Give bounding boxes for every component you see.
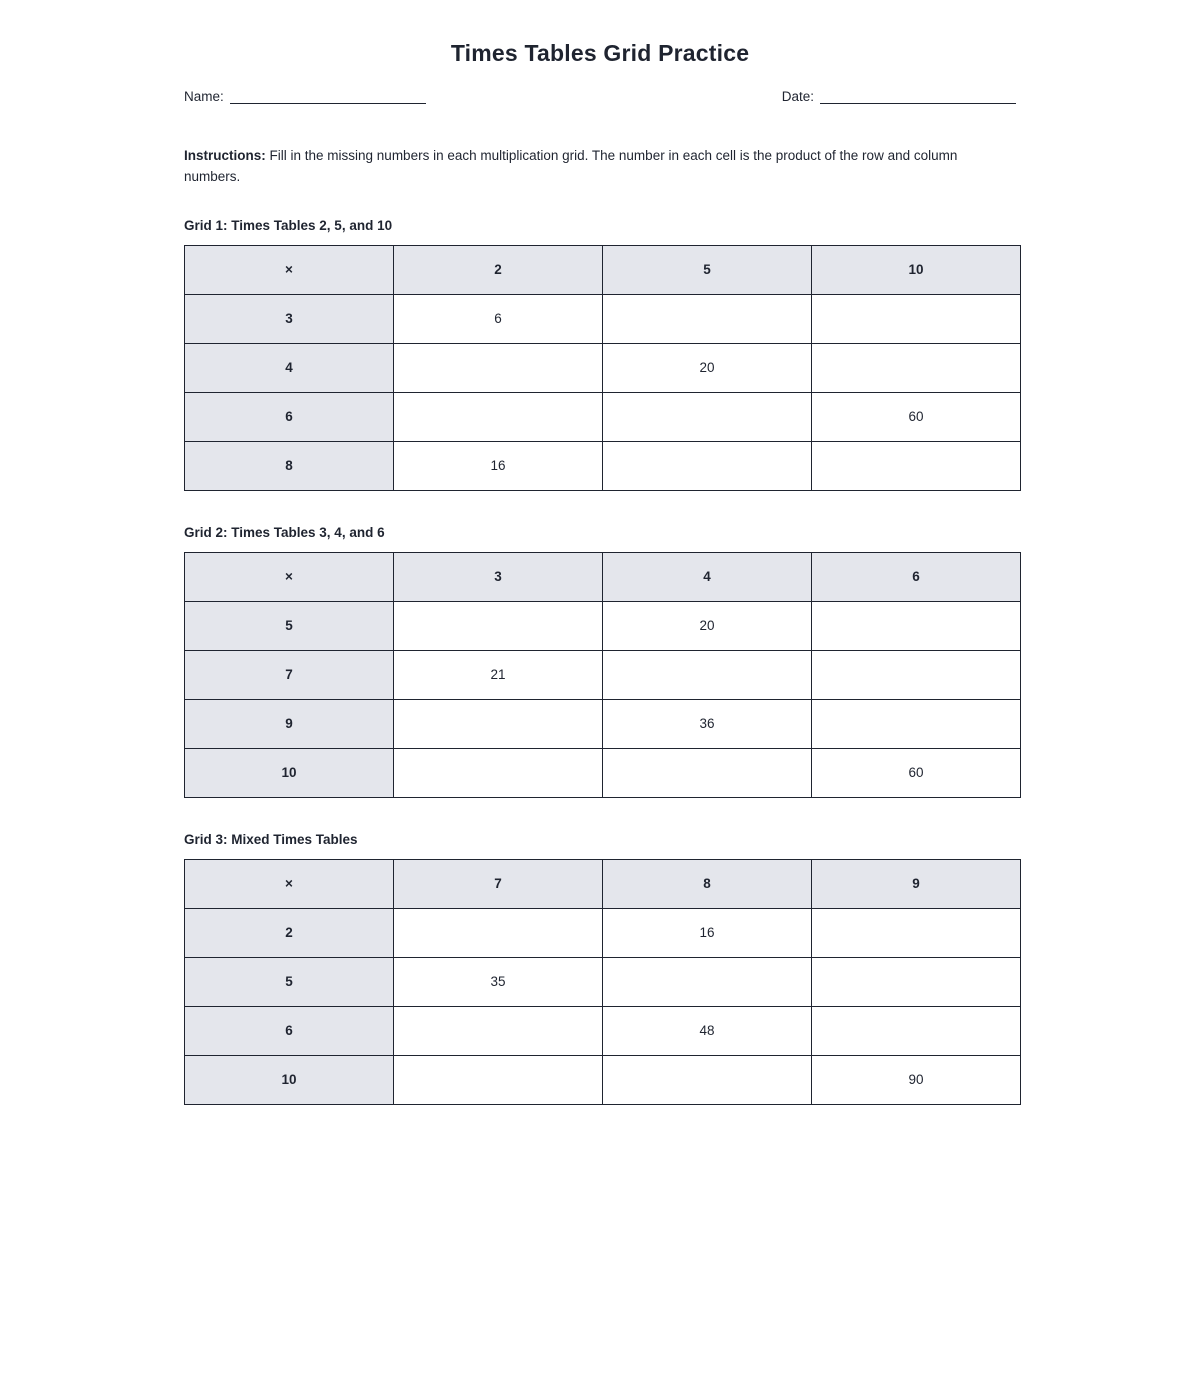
table-header-row [185, 552, 1021, 601]
table-row [185, 601, 1021, 650]
row-header: 5 [185, 601, 394, 650]
answer-cell-filled[interactable]: 6 [394, 294, 603, 343]
answer-cell-empty[interactable] [394, 1055, 603, 1104]
answer-cell-filled[interactable]: 20 [603, 601, 812, 650]
answer-cell-filled[interactable]: 90 [812, 1055, 1021, 1104]
row-header: 8 [185, 441, 394, 490]
column-header: 9 [812, 859, 1021, 908]
instructions-text: Fill in the missing numbers in each multiplication grid. The number in each cell is the product of the row and column numbers. [184, 148, 958, 184]
multiply-symbol-header: × [185, 859, 394, 908]
table-row [185, 699, 1021, 748]
column-header: 2 [394, 245, 603, 294]
grid-heading: Grid 2: Times Tables 3, 4, and 6 [184, 524, 385, 540]
row-header: 5 [185, 957, 394, 1006]
instructions-lead: Instructions: [184, 148, 266, 163]
date-input-line[interactable] [820, 89, 1016, 104]
answer-cell-empty[interactable] [603, 748, 812, 797]
table-row [185, 908, 1021, 957]
answer-cell-empty[interactable] [394, 1006, 603, 1055]
answer-cell-empty[interactable] [603, 650, 812, 699]
answer-cell-filled[interactable]: 60 [812, 748, 1021, 797]
table-row [185, 748, 1021, 797]
answer-cell-empty[interactable] [812, 908, 1021, 957]
answer-cell-empty[interactable] [812, 441, 1021, 490]
answer-cell-empty[interactable] [812, 601, 1021, 650]
answer-cell-empty[interactable] [603, 1055, 812, 1104]
answer-cell-empty[interactable] [603, 441, 812, 490]
column-header: 6 [812, 552, 1021, 601]
column-header: 10 [812, 245, 1021, 294]
row-header: 10 [185, 1055, 394, 1104]
answer-cell-empty[interactable] [394, 601, 603, 650]
table-row [185, 1006, 1021, 1055]
table-row [185, 294, 1021, 343]
answer-cell-empty[interactable] [603, 957, 812, 1006]
answer-cell-empty[interactable] [394, 908, 603, 957]
name-label: Name: [184, 89, 224, 104]
answer-cell-empty[interactable] [812, 343, 1021, 392]
table-header-row [185, 859, 1021, 908]
row-header: 3 [185, 294, 394, 343]
multiply-symbol-header: × [185, 245, 394, 294]
grid-heading: Grid 3: Mixed Times Tables [184, 831, 358, 847]
column-header: 5 [603, 245, 812, 294]
answer-cell-empty[interactable] [603, 294, 812, 343]
answer-cell-empty[interactable] [394, 343, 603, 392]
page-title: Times Tables Grid Practice [450, 40, 750, 66]
row-header: 6 [185, 392, 394, 441]
grid-heading: Grid 1: Times Tables 2, 5, and 10 [184, 217, 393, 233]
table-row [185, 650, 1021, 699]
row-header: 10 [185, 748, 394, 797]
answer-cell-filled[interactable]: 21 [394, 650, 603, 699]
column-header: 7 [394, 859, 603, 908]
table-row [185, 957, 1021, 1006]
instructions-paragraph [184, 146, 1014, 188]
row-header: 6 [185, 1006, 394, 1055]
column-header: 3 [394, 552, 603, 601]
date-field-group [782, 89, 1016, 104]
row-header: 9 [185, 699, 394, 748]
table-row [185, 1055, 1021, 1104]
answer-cell-filled[interactable]: 36 [603, 699, 812, 748]
name-field-group [184, 89, 426, 104]
answer-cell-empty[interactable] [812, 957, 1021, 1006]
row-header: 2 [185, 908, 394, 957]
multiplication-grid [184, 859, 1021, 1105]
column-header: 8 [603, 859, 812, 908]
answer-cell-empty[interactable] [812, 699, 1021, 748]
multiply-symbol-header: × [185, 552, 394, 601]
name-input-line[interactable] [230, 89, 426, 104]
answer-cell-filled[interactable]: 16 [603, 908, 812, 957]
answer-cell-filled[interactable]: 16 [394, 441, 603, 490]
answer-cell-empty[interactable] [394, 699, 603, 748]
table-row [185, 343, 1021, 392]
answer-cell-empty[interactable] [812, 294, 1021, 343]
table-row [185, 441, 1021, 490]
name-date-row [184, 89, 1016, 104]
date-label: Date: [781, 89, 814, 104]
answer-cell-filled[interactable]: 35 [394, 957, 603, 1006]
answer-cell-filled[interactable]: 60 [812, 392, 1021, 441]
multiplication-grid [184, 245, 1021, 491]
answer-cell-empty[interactable] [394, 392, 603, 441]
answer-cell-filled[interactable]: 48 [603, 1006, 812, 1055]
answer-cell-empty[interactable] [394, 748, 603, 797]
answer-cell-empty[interactable] [603, 392, 812, 441]
grids-container [184, 218, 1016, 1105]
row-header: 7 [185, 650, 394, 699]
answer-cell-filled[interactable]: 20 [603, 343, 812, 392]
column-header: 4 [603, 552, 812, 601]
answer-cell-empty[interactable] [812, 1006, 1021, 1055]
answer-cell-empty[interactable] [812, 650, 1021, 699]
table-row [185, 392, 1021, 441]
table-header-row [185, 245, 1021, 294]
multiplication-grid [184, 552, 1021, 798]
row-header: 4 [185, 343, 394, 392]
